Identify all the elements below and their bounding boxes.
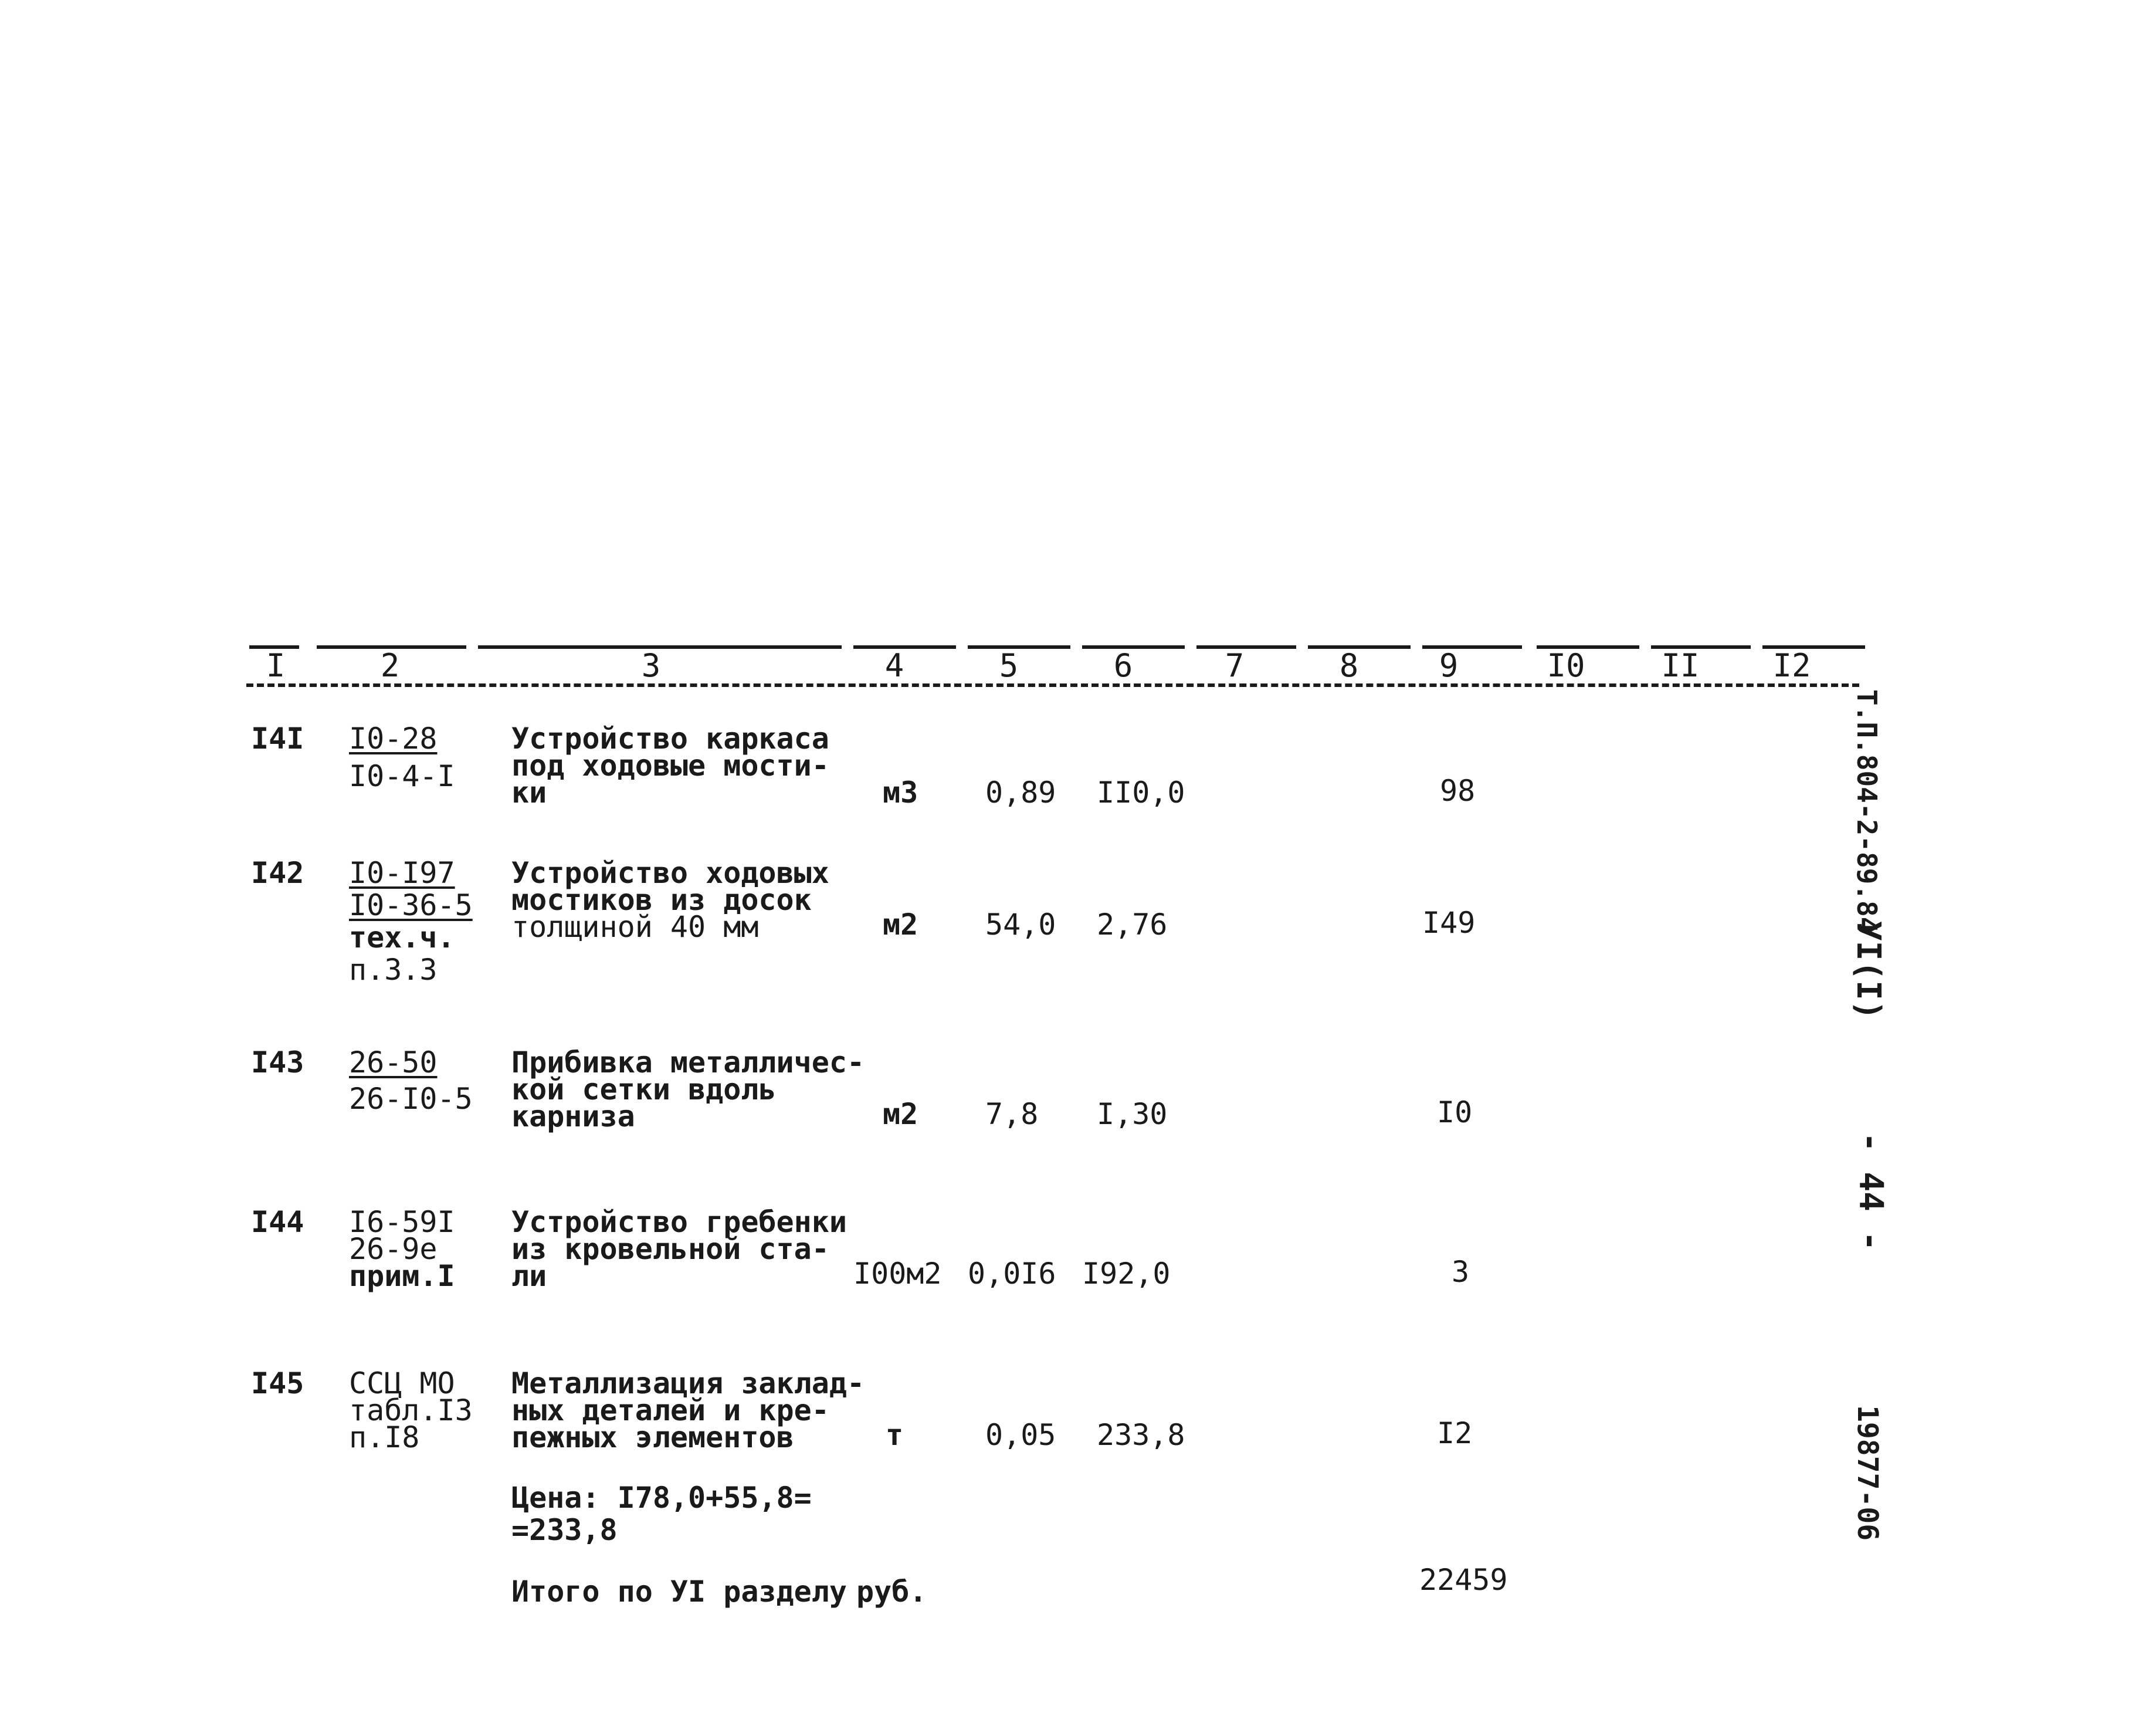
desc-line: Устройство гребенки [511, 1205, 847, 1239]
row-number: I4I [251, 722, 304, 756]
code-line: прим.I [349, 1259, 455, 1293]
code-line: 26-I0-5 [349, 1082, 473, 1116]
code-line: I0-28 [349, 722, 438, 756]
desc-line: Устройство ходовых [511, 856, 829, 890]
desc-line: толщиной 40 мм [511, 910, 759, 944]
code-line: 26-9е [349, 1232, 438, 1266]
desc-line: ки [511, 776, 547, 810]
row-number: I43 [251, 1045, 304, 1079]
row-number: I45 [251, 1366, 304, 1400]
qty-cell: 0,89 [985, 776, 1056, 810]
desc-line: ли [511, 1259, 547, 1293]
unit-cell: м3 [883, 776, 918, 810]
col-header-11: II [1661, 647, 1700, 684]
price-note-line: Цена: I78,0+55,8= [511, 1481, 812, 1515]
price-cell: 233,8 [1097, 1418, 1185, 1452]
desc-line: мостиков из досок [511, 883, 812, 917]
desc-line: из кровельной ста- [511, 1232, 829, 1266]
total-cell: I49 [1422, 906, 1476, 940]
summary-label: Итого по УI разделу [511, 1575, 847, 1609]
header-rule-9 [1422, 645, 1522, 649]
desc-line: пежных элементов [511, 1420, 794, 1454]
code-line: I6-59I [349, 1205, 455, 1239]
desc-line: Металлизация заклад- [511, 1366, 865, 1400]
col-header-5: 5 [999, 647, 1019, 684]
side-inventory-number: 19877-06 [1851, 1405, 1884, 1541]
code-line: 26-50 [349, 1045, 438, 1079]
col-header-9: 9 [1439, 647, 1459, 684]
qty-cell: 7,8 [985, 1097, 1039, 1131]
price-cell: II0,0 [1097, 776, 1185, 810]
price-note-line: =233,8 [511, 1513, 618, 1547]
side-page-number: - 44 - [1852, 1132, 1890, 1251]
desc-line: ных деталей и кре- [511, 1393, 829, 1427]
header-rule-5 [968, 645, 1070, 649]
col-header-7: 7 [1225, 647, 1245, 684]
header-rule-6 [1082, 645, 1185, 649]
unit-cell: м2 [883, 1097, 918, 1131]
desc-line: Устройство каркаса [511, 722, 829, 756]
side-doc-code: Т.П.804-2-89.84 [1851, 689, 1883, 933]
summary-total: 22459 [1419, 1563, 1508, 1597]
code-line: I0-4-I [349, 759, 455, 793]
code-line: тех.ч. [349, 920, 455, 955]
col-header-3: 3 [641, 647, 661, 684]
code-line: табл.I3 [349, 1393, 473, 1427]
qty-cell: 54,0 [985, 908, 1056, 942]
desc-line: под ходовые мости- [511, 749, 829, 783]
col-header-2: 2 [380, 647, 400, 684]
header-bottom-rule [246, 683, 1859, 687]
total-cell: I2 [1437, 1416, 1473, 1450]
col-header-10: I0 [1547, 647, 1585, 684]
code-line: п.3.3 [349, 953, 438, 987]
summary-unit: руб. [856, 1575, 927, 1609]
row-number: I44 [251, 1205, 304, 1239]
desc-line: Прибивка металличес- [511, 1045, 865, 1079]
code-line: ССЦ МО [349, 1366, 455, 1400]
unit-cell: м2 [883, 908, 918, 942]
qty-cell: 0,0I6 [968, 1257, 1056, 1291]
row-number: I42 [251, 856, 304, 890]
total-cell: 3 [1452, 1255, 1470, 1289]
header-rule-4 [853, 645, 956, 649]
code-line: I0-I97 [349, 856, 455, 890]
total-cell: I0 [1437, 1095, 1473, 1129]
header-rule-7 [1196, 645, 1296, 649]
col-header-6: 6 [1113, 647, 1133, 684]
desc-line: карниза [511, 1099, 635, 1133]
price-cell: I,30 [1097, 1097, 1168, 1131]
price-cell: 2,76 [1097, 908, 1168, 942]
side-section: УI(I) [1849, 921, 1887, 1020]
col-header-1: I [266, 647, 286, 684]
header-rule-8 [1308, 645, 1411, 649]
unit-cell: I00м2 [853, 1257, 942, 1291]
total-cell: 98 [1440, 774, 1476, 808]
qty-cell: 0,05 [985, 1418, 1056, 1452]
col-header-8: 8 [1339, 647, 1359, 684]
col-header-12: I2 [1772, 647, 1811, 684]
unit-cell: т [886, 1418, 904, 1452]
price-cell: I92,0 [1082, 1257, 1171, 1291]
desc-line: кой сетки вдоль [511, 1072, 777, 1106]
code-line: п.I8 [349, 1420, 420, 1454]
code-line: I0-36-5 [349, 888, 473, 922]
col-header-4: 4 [884, 647, 904, 684]
